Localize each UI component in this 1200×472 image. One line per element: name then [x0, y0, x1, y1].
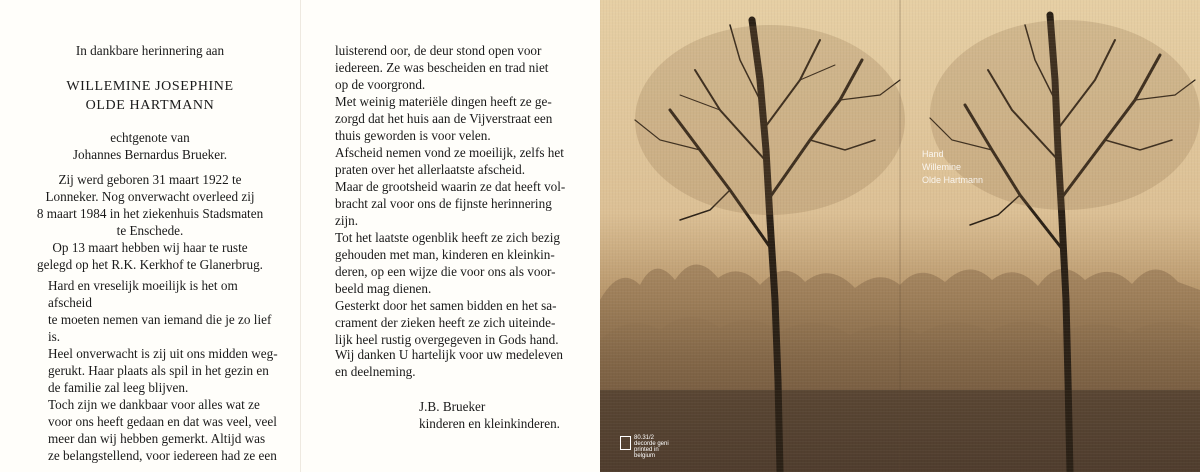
- bio-line: Op 13 maart hebben wij haar te ruste: [52, 240, 248, 255]
- para-line: de familie zal leeg blijven.: [48, 380, 189, 395]
- badge-code: 80.31/2: [634, 435, 655, 441]
- para-line: Heel onverwacht is zij uit ons midden weg-: [48, 346, 278, 361]
- para-line: Tot het laatste ogenblik heeft ze zich bezig: [335, 230, 560, 245]
- signature-family: kinderen en kleinkinderen.: [419, 416, 560, 431]
- para-line: lijk heel rustig overgegeven in Gods hand.: [335, 332, 559, 347]
- para-line: Toch zijn we dankbaar voor alles wat ze: [48, 397, 260, 412]
- para-line: bracht zal voor ons de fijnste herinnering: [335, 196, 552, 211]
- signature-name: J.B. Brueker: [419, 399, 486, 414]
- para-line: zorgd dat het huis aan de Vijverstraat een: [335, 111, 553, 126]
- para-line: crament der zieken heeft ze zich uiteinde-: [335, 315, 556, 330]
- badge-line: printed in belgium: [634, 447, 659, 459]
- middle-panel: [300, 0, 601, 472]
- remembrance-paragraph: [48, 277, 278, 464]
- para-line: deren, op een wijze die voor ons als voor-: [335, 264, 556, 279]
- para-line: voor ons heeft gedaan en dat was veel, veel: [48, 414, 277, 429]
- overlay-line: Hand: [922, 149, 944, 159]
- thanks-line: en deelneming.: [335, 364, 416, 379]
- para-line: is.: [48, 329, 61, 344]
- bio-line: Zij werd geboren 31 maart 1922 te: [58, 172, 242, 187]
- para-line: iedereen. Ze was bescheiden en trad niet: [335, 60, 549, 75]
- publisher-badge: [620, 434, 680, 459]
- para-line: zijn.: [335, 213, 359, 228]
- bio-line: gelegd op het R.K. Kerkhof te Glanerbrug.: [37, 257, 263, 272]
- name-line-1: WILLEMINE JOSEPHINE: [66, 79, 234, 94]
- para-line: gerukt. Haar plaats als spil in het gezin en: [48, 363, 269, 378]
- continued-paragraph: [335, 42, 575, 348]
- spouse-intro: echtgenote van: [110, 130, 190, 145]
- misty-trees-image: [600, 0, 1200, 472]
- bio-line: 8 maart 1984 in het ziekenhuis Stadsmaten: [36, 206, 264, 221]
- badge-text: [634, 435, 680, 459]
- spouse-name: Johannes Bernardus Brueker.: [72, 147, 228, 162]
- cover-photo: [600, 0, 1200, 472]
- para-line: te moeten nemen van iemand die je zo lief: [48, 312, 272, 327]
- badge-line: decorde geni: [634, 441, 669, 447]
- para-line: Gesterkt door het samen bidden en het sa-: [335, 298, 557, 313]
- para-line: ze belangstellend, voor iedereen had ze een: [48, 448, 277, 463]
- bio-line: Lonneker. Nog onverwacht overleed zij: [45, 189, 255, 204]
- signature: [419, 398, 589, 432]
- biography: [10, 171, 290, 273]
- para-line: praten over het allerlaatste afscheid.: [335, 162, 526, 177]
- para-line: op de voorgrond.: [335, 77, 426, 92]
- para-line: Hard en vreselijk moeilijk is het om afscheid: [48, 278, 238, 310]
- cover-overlay-text: [922, 148, 983, 187]
- overlay-line: Willemine: [922, 162, 962, 172]
- para-line: meer dan wij hebben gemerkt. Altijd was: [48, 431, 266, 446]
- left-panel: [0, 0, 300, 472]
- para-line: luisterend oor, de deur stond open voor: [335, 43, 542, 58]
- para-line: Maar de grootsheid waarin ze dat heeft vol-: [335, 179, 566, 194]
- thanks-note: [335, 346, 585, 380]
- para-line: beeld mag dienen.: [335, 281, 432, 296]
- overlay-line: Olde Hartmann: [922, 175, 984, 185]
- para-line: thuis geworden is voor velen.: [335, 128, 491, 143]
- para-line: Afscheid nemen vond ze moeilijk, zelfs het: [335, 145, 564, 160]
- bio-line: te Enschede.: [116, 223, 184, 238]
- intro-text: In dankbare herinnering aan: [75, 43, 225, 58]
- para-line: Met weinig materiële dingen heeft ze ge-: [335, 94, 552, 109]
- para-line: gehouden met man, kinderen en kleinkin-: [335, 247, 555, 262]
- name-line-2: OLDE HARTMANN: [85, 98, 215, 113]
- publisher-logo-icon: [620, 436, 631, 450]
- thanks-line: Wij danken U hartelijk voor uw medeleven: [335, 347, 563, 362]
